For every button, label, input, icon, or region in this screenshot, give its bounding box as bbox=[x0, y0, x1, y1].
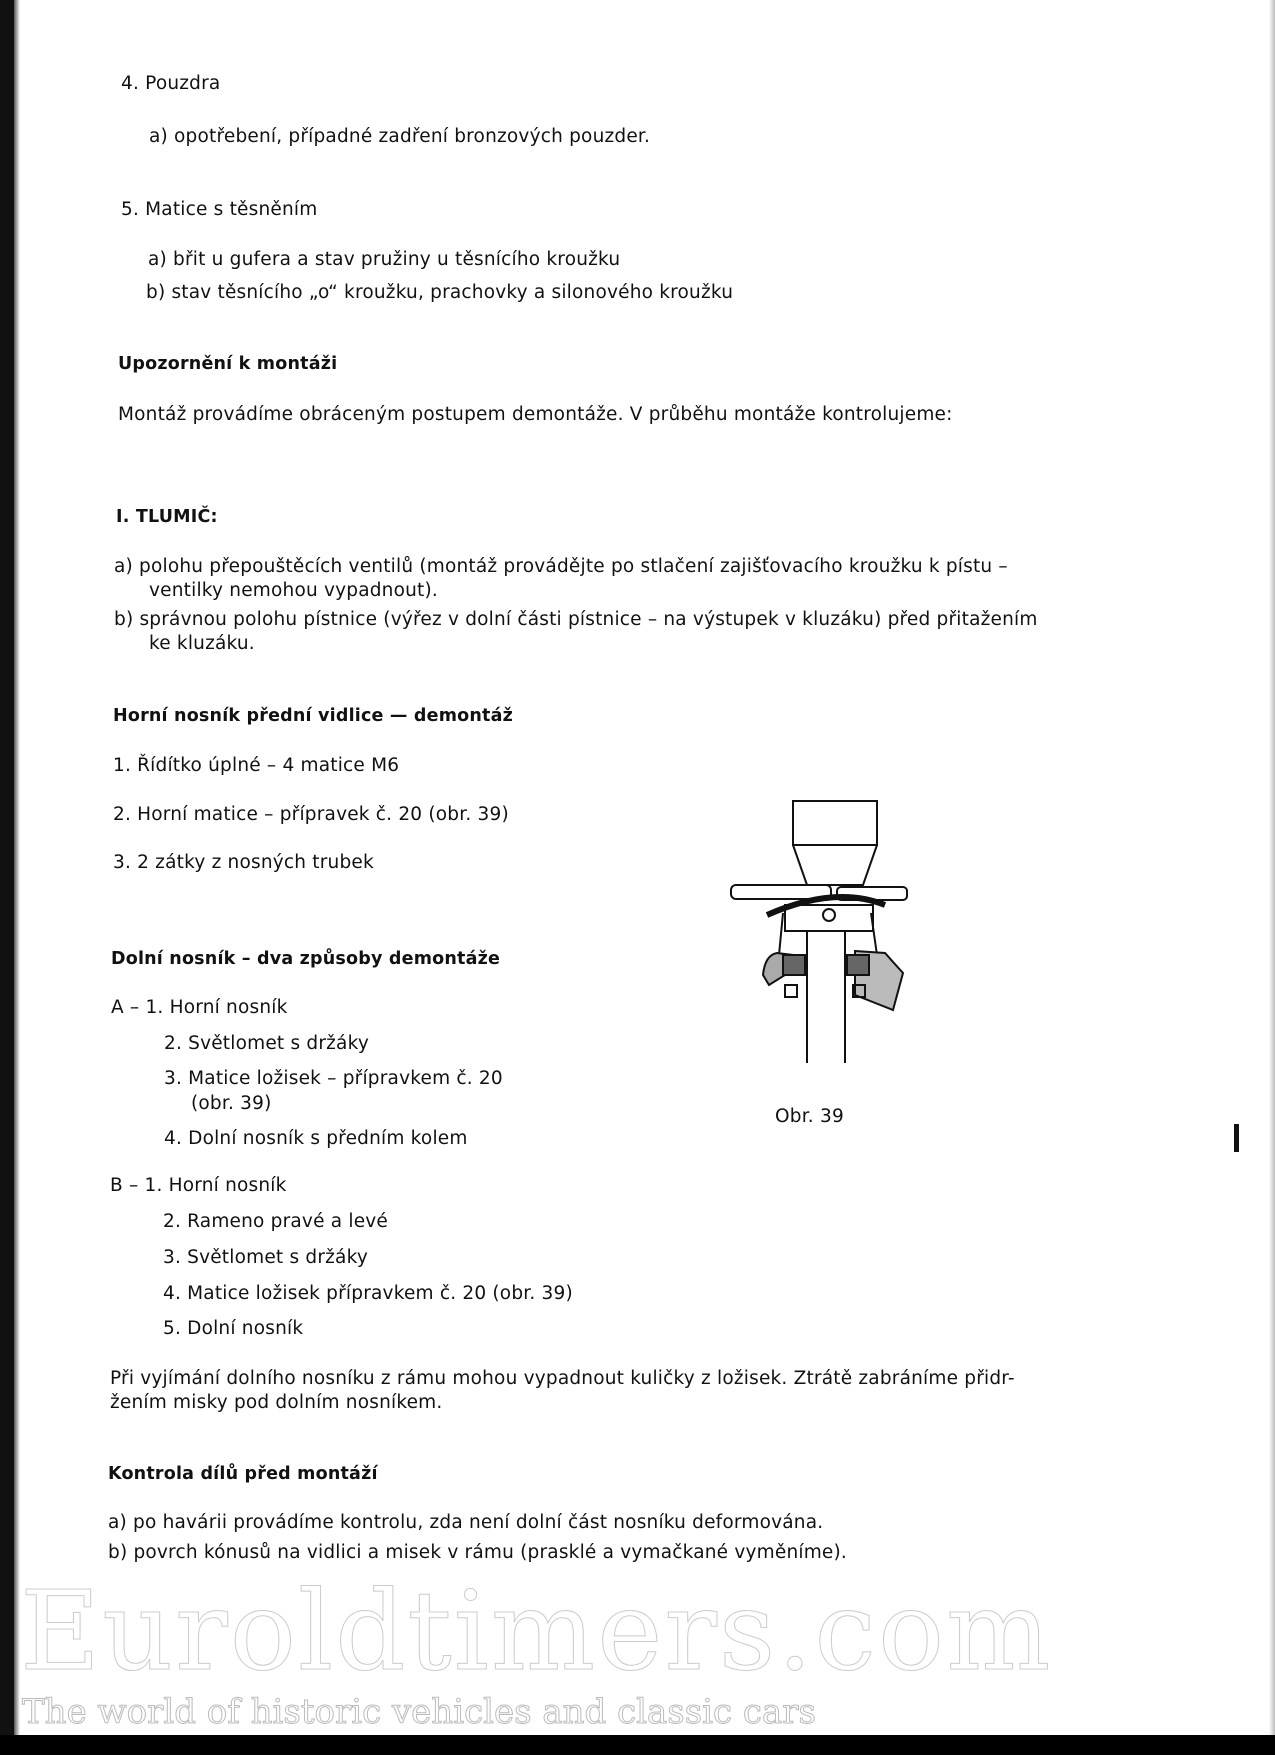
lower-note-cont: žením misky pod dolním nosníkem. bbox=[110, 1392, 443, 1413]
lower-b-item: 4. Matice ložisek přípravkem č. 20 (obr. 39) bbox=[163, 1283, 573, 1304]
upper-item: 3. 2 zátky z nosných trubek bbox=[113, 852, 374, 873]
scan-shadow-left bbox=[14, 0, 20, 1755]
section5-item: a) břit u gufera a stav pružiny u těsnícího kroužku bbox=[148, 249, 621, 270]
margin-mark bbox=[1234, 1124, 1239, 1152]
tlumic-b: b) správnou polohu pístnice (výřez v dolní části pístnice – na výstupek v kluzáku) před přitažením bbox=[114, 609, 1038, 630]
lower-a-item-cont: (obr. 39) bbox=[191, 1093, 272, 1114]
check-heading: Kontrola dílů před montáží bbox=[108, 1464, 378, 1484]
scan-edge-left bbox=[0, 0, 14, 1755]
check-item: a) po havárii provádíme kontrolu, zda není dolní část nosníku deformována. bbox=[108, 1512, 824, 1533]
section5-item: b) stav těsnícího „o“ kroužku, prachovky a silonového kroužku bbox=[146, 282, 734, 303]
tlumic-b-cont: ke kluzáku. bbox=[149, 633, 255, 654]
lower-b-item: B – 1. Horní nosník bbox=[110, 1175, 287, 1196]
tlumic-a: a) polohu přepouštěcích ventilů (montáž provádějte po stlačení zajišťovacího kroužku k pístu – bbox=[114, 556, 1008, 577]
tlumic-heading: I. TLUMIČ: bbox=[116, 507, 218, 527]
tlumic-a-cont: ventilky nemohou vypadnout). bbox=[149, 580, 439, 601]
section4-title: 4. Pouzdra bbox=[121, 73, 221, 94]
scan-edge-bottom bbox=[0, 1735, 1275, 1755]
lower-b-item: 2. Rameno pravé a levé bbox=[163, 1211, 389, 1232]
figure-39-tool-drawing bbox=[725, 795, 915, 1075]
upper-item: 2. Horní matice – přípravek č. 20 (obr. 39) bbox=[113, 804, 509, 825]
assembly-text: Montáž provádíme obráceným postupem demontáže. V průběhu montáže kontrolujeme: bbox=[118, 404, 953, 425]
scan-edge-right bbox=[1269, 0, 1275, 1755]
watermark-logo: Euroldtimers.com bbox=[20, 1567, 1053, 1695]
lower-a-item: 2. Světlomet s držáky bbox=[164, 1033, 369, 1054]
lower-note: Při vyjímání dolního nosníku z rámu mohou vypadnout kuličky z ložisek. Ztrátě zabráníme přidr- bbox=[110, 1368, 1015, 1389]
lower-heading: Dolní nosník – dva způsoby demontáže bbox=[111, 949, 501, 969]
figure-caption: Obr. 39 bbox=[775, 1106, 844, 1127]
lower-a-item: 3. Matice ložisek – přípravkem č. 20 bbox=[164, 1068, 503, 1089]
watermark-tagline: The world of historic vehicles and classic cars bbox=[22, 1692, 816, 1732]
lower-b-item: 5. Dolní nosník bbox=[163, 1318, 304, 1339]
check-item: b) povrch kónusů na vidlici a misek v rámu (prasklé a vymačkané vyměníme). bbox=[108, 1542, 848, 1563]
lower-a-item: A – 1. Horní nosník bbox=[111, 997, 288, 1018]
upper-heading: Horní nosník přední vidlice — demontáž bbox=[113, 706, 513, 726]
lower-a-item: 4. Dolní nosník s předním kolem bbox=[164, 1128, 468, 1149]
lower-b-item: 3. Světlomet s držáky bbox=[163, 1247, 368, 1268]
section5-title: 5. Matice s těsněním bbox=[121, 199, 318, 220]
section4-item: a) opotřebení, případné zadření bronzových pouzder. bbox=[149, 126, 651, 147]
upper-item: 1. Řídítko úplné – 4 matice M6 bbox=[113, 755, 400, 776]
assembly-heading: Upozornění k montáži bbox=[118, 354, 338, 374]
